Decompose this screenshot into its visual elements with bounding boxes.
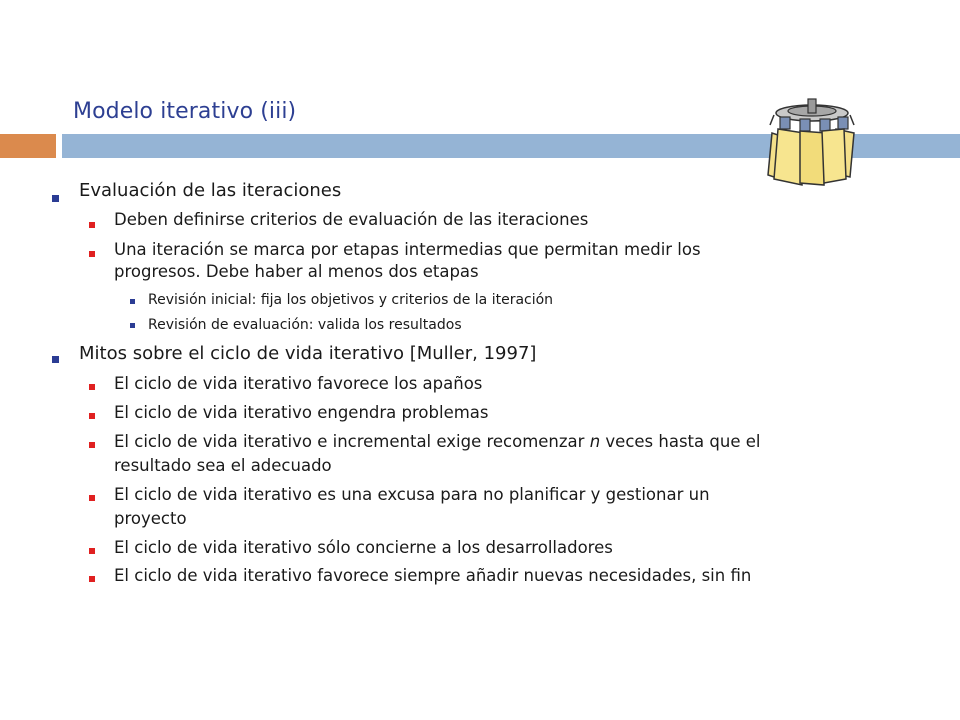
- section-heading: Mitos sobre el ciclo de vida iterativo [Muller, 1997]: [79, 343, 537, 364]
- list-item-line2: progresos. Debe haber al menos dos etapas: [114, 262, 479, 281]
- list-item: El ciclo de vida iterativo favorece siempre añadir nuevas necesidades, sin fin: [114, 566, 752, 585]
- list-item-line1: Una iteración se marca por etapas intermedias que permitan medir los: [114, 240, 701, 259]
- bullet-level3-icon: [130, 323, 135, 328]
- binder-clipart-icon: [760, 95, 864, 191]
- list-item: El ciclo de vida iterativo engendra problemas: [114, 403, 489, 422]
- bullet-level3-icon: [130, 299, 135, 304]
- title-accent-bar-orange: [0, 134, 56, 158]
- list-item: El ciclo de vida iterativo favorece los apaños: [114, 374, 483, 393]
- bullet-level2-icon: [89, 495, 95, 501]
- bullet-level2-icon: [89, 442, 95, 448]
- list-item-line2: resultado sea el adecuado: [114, 456, 332, 475]
- sub-list-item: Revisión de evaluación: valida los resultados: [148, 317, 462, 333]
- list-item-line1: El ciclo de vida iterativo es una excusa para no planificar y gestionar un: [114, 485, 710, 504]
- bullet-level1-icon: [52, 195, 59, 202]
- list-item-line2: proyecto: [114, 509, 187, 528]
- bullet-level2-icon: [89, 222, 95, 228]
- text-segment: veces hasta que el: [600, 432, 761, 451]
- sub-list-item: Revisión inicial: fija los objetivos y criterios de la iteración: [148, 292, 554, 308]
- list-item: Deben definirse criterios de evaluación de las iteraciones: [114, 210, 589, 229]
- bullet-level2-icon: [89, 384, 95, 390]
- bullet-level2-icon: [89, 413, 95, 419]
- bullet-level2-icon: [89, 576, 95, 582]
- text-segment: El ciclo de vida iterativo e incremental exige recomenzar: [114, 432, 590, 451]
- bullet-level2-icon: [89, 251, 95, 257]
- emphasis-n: n: [589, 432, 601, 451]
- bullet-level1-icon: [52, 356, 59, 363]
- list-item-line1: [114, 431, 760, 453]
- slide-title: Modelo iterativo (iii): [73, 99, 297, 124]
- bullet-level2-icon: [89, 548, 95, 554]
- list-item: El ciclo de vida iterativo sólo concierne a los desarrolladores: [114, 538, 613, 557]
- section-heading: Evaluación de las iteraciones: [79, 180, 342, 201]
